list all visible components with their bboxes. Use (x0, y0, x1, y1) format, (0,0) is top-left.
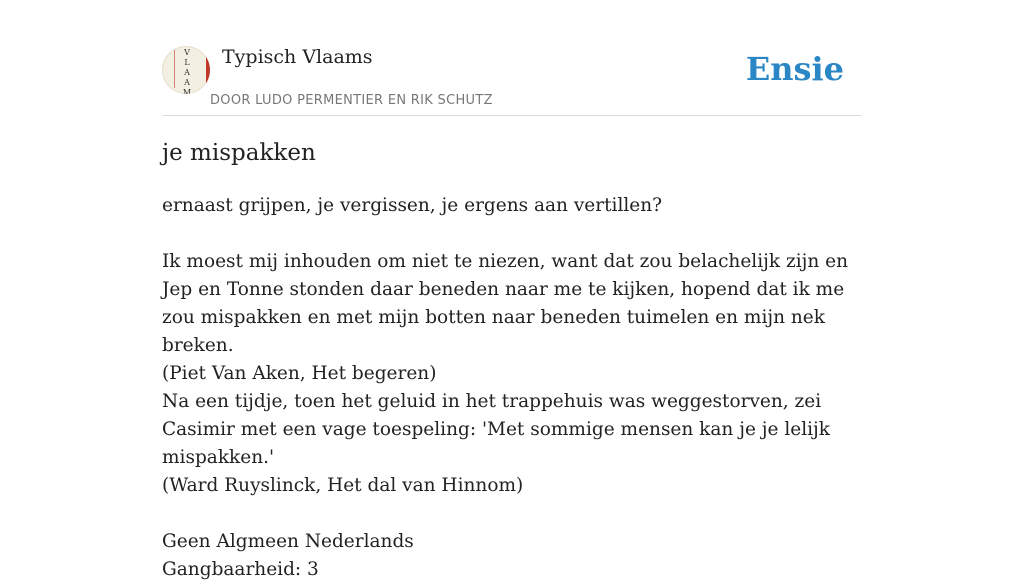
cover-rule (174, 50, 175, 88)
quote-text: Na een tijdje, toen het geluid in het trappehuis was weggestorven, zei Casimir met een vage toespeling: 'Met sommige mensen kan je je lelijk mispakken.' (162, 391, 830, 468)
page (162, 0, 862, 580)
quote-source: (Ward Ruyslinck, Het dal van Hinnom) (162, 475, 524, 496)
cover-stripe (206, 56, 210, 86)
book-authors: DOOR LUDO PERMENTIER EN RIK SCHUTZ (210, 93, 493, 108)
cover-letters: V L A A M (182, 48, 192, 94)
paragraph-gap (162, 220, 862, 248)
entry-definition: ernaast grijpen, je vergissen, je ergens aan vertillen? (162, 195, 663, 216)
brand-logo-link[interactable]: Ensie (745, 50, 844, 88)
book-cover-avatar[interactable] (162, 46, 210, 94)
entry-classification: Geen Algmeen Nederlands (162, 531, 414, 552)
entry-title: je mispakken (162, 140, 316, 166)
quote-text: Ik moest mij inhouden om niet te niezen, want dat zou belachelijk zijn en Jep en Tonne stonden daar beneden naar me te kijken, hopend dat ik me zou mispakken en met mijn botten naar beneden tuimelen en mijn nek breken. (162, 251, 849, 356)
book-title[interactable]: Typisch Vlaams (222, 46, 373, 68)
entry-body (162, 192, 862, 584)
paragraph-gap (162, 500, 862, 528)
quote-source: (Piet Van Aken, Het begeren) (162, 363, 437, 384)
header (162, 0, 862, 116)
entry-familiarity: Gangbaarheid: 3 (162, 559, 319, 580)
